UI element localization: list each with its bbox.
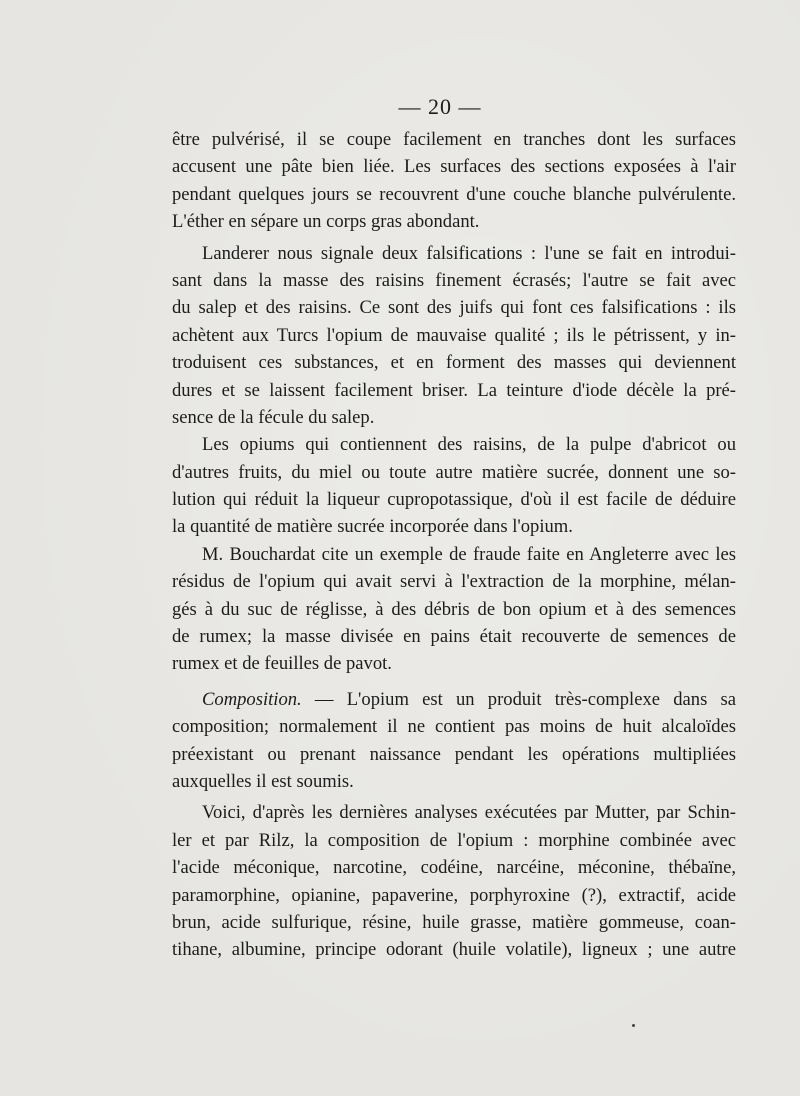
text-line: ler et par Rilz, la composition de l'opium : morphine combinée avec [172,829,736,851]
paragraph [172,541,736,678]
paragraph [172,126,736,236]
text-line: sence de la fécule du salep. [172,406,375,428]
text-line: de rumex; la masse divisée en pains était recouverte de semences de [172,626,736,648]
text-line: pendant quelques jours se recouvrent d'une couche blanche pulvérulente. [172,183,736,205]
text-line: auxquelles il est soumis. [172,770,354,792]
text-line: résidus de l'opium qui avait servi à l'extraction de la morphine, mélan- [172,571,736,593]
text-line: préexistant ou prenant naissance pendant les opérations multipliées [172,743,736,765]
text-line: lution qui réduit la liqueur cupropotassique, d'où il est facile de déduire [172,489,736,511]
text-line: rumex et de feuilles de pavot. [172,653,392,675]
page-number: — 20 — [398,94,482,119]
text-line: gés à du suc de réglisse, à des débris de bon opium et à des semences [172,598,736,620]
text-line: d'autres fruits, du miel ou toute autre matière sucrée, donnent une so- [172,461,736,483]
text-line: paramorphine, opianine, papaverine, porphyroxine (?), extractif, acide [172,884,736,906]
text-line: dures et se laissent facilement briser. La teinture d'iode décèle la pré- [172,379,736,401]
text-line: du salep et des raisins. Ce sont des juifs qui font ces falsifications : ils [172,297,736,319]
paragraph [172,799,736,963]
text-line: tihane, albumine, principe odorant (huile volatile), ligneux ; une autre [172,939,736,961]
text-line: L'éther en sépare un corps gras abondant. [172,211,480,233]
text-line: Landerer nous signale deux falsifications : l'une se fait en introdui- [202,242,736,264]
text-line: l'acide méconique, narcotine, codéine, narcéine, méconine, thébaïne, [172,857,736,879]
ink-speck [632,1024,635,1027]
text-line: Voici, d'après les dernières analyses exécutées par Mutter, par Schin- [202,802,736,824]
text-line: composition; normalement il ne contient pas moins de huit alcaloïdes [172,716,736,738]
text-line: la quantité de matière sucrée incorporée dans l'opium. [172,516,573,538]
paragraph [172,431,736,541]
text-line: Les opiums qui contiennent des raisins, de la pulpe d'abricot ou [202,434,736,456]
text-line: Composition. — L'opium est un produit très-complexe dans sa [202,688,736,710]
paragraph [172,686,736,796]
text-line: achètent aux Turcs l'opium de mauvaise qualité ; ils le pétrissent, y in- [172,324,736,346]
text-line: accusent une pâte bien liée. Les surfaces des sections exposées à l'air [172,156,736,178]
text-line: M. Bouchardat cite un exemple de fraude faite en Angleterre avec les [202,543,736,565]
paragraph [172,240,736,432]
text-line: brun, acide sulfurique, résine, huile grasse, matière gommeuse, coan- [172,911,736,933]
text-line: troduisent ces substances, et en forment des masses qui deviennent [172,352,736,374]
text-line: sant dans la masse des raisins finement écrasés; l'autre se fait avec [172,269,736,291]
page-body [172,126,736,964]
text-line: être pulvérisé, il se coupe facilement en tranches dont les surfaces [172,129,736,150]
section-heading: Composition. [202,688,302,710]
